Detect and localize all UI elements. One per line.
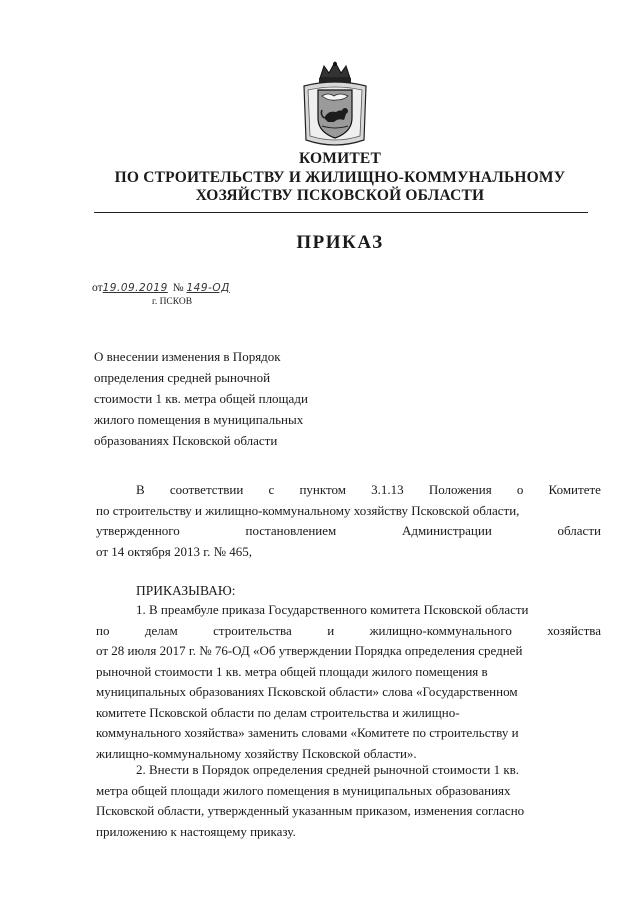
preamble-line-1 (96, 480, 601, 501)
org-name-line-3: ХОЗЯЙСТВУ ПСКОВСКОЙ ОБЛАСТИ (195, 187, 485, 204)
word: области (557, 523, 601, 538)
city-label: г. ПСКОВ (152, 297, 193, 307)
number-label: № (172, 282, 184, 294)
subject-line: определения средней рыночной (94, 370, 271, 385)
preamble-paragraph (96, 480, 601, 562)
word: соответствии (169, 482, 244, 497)
order-item-2-line: 2. Внести в Порядок определения средней рыночной стоимости 1 кв. (136, 762, 520, 777)
order-item-1-line (96, 621, 601, 642)
date-prefix: от (92, 282, 103, 294)
word: утвержденного (96, 523, 180, 538)
order-item-1-line: комитете Псковской области по делам строительства и жилищно- (96, 704, 460, 720)
subject-line: О внесении изменения в Порядок (94, 349, 281, 364)
order-item-2-line: метра общей площади жилого помещения в муниципальных образованиях (96, 782, 511, 798)
preamble-line-2: по строительству и жилищно-коммунальному хозяйству Псковской области, (96, 502, 520, 518)
document-type-title: ПРИКАЗ (296, 232, 384, 253)
date-number-line (92, 282, 234, 294)
word: Администрации (401, 523, 492, 538)
word: Положения (428, 482, 492, 497)
order-item-1-line: жилищно-коммунальному хозяйству Псковской области». (96, 745, 417, 761)
order-item-2-line: Псковской области, утвержденный указанным приказом, изменения согласно (96, 803, 525, 818)
subject-block (94, 346, 354, 451)
org-name-line-1: КОМИТЕТ (298, 150, 381, 167)
word: о (516, 482, 524, 497)
word: делам (144, 622, 178, 638)
preamble-line-3 (96, 521, 601, 542)
order-item-1-line: 1. В преамбуле приказа Государственного комитета Псковской области (136, 602, 529, 617)
word: строительства (213, 622, 292, 638)
order-item-1-line: муниципальных образованиях Псковской области» слова «Государственном (96, 684, 518, 699)
subject-line: жилого помещения в муниципальных (94, 412, 304, 427)
header-divider (94, 212, 588, 213)
word: пунктом (299, 482, 346, 497)
word: жилищно-коммунального (369, 622, 512, 638)
word: и (327, 622, 335, 638)
word: Комитете (548, 482, 601, 497)
word: хозяйства (547, 622, 601, 638)
order-item-1-line: от 28 июля 2017 г. № 76-ОД «Об утверждении Порядка определения средней (96, 643, 523, 658)
word: В (136, 482, 145, 497)
handwritten-date: 19.09.2019 (102, 282, 168, 294)
subject-line: стоимости 1 кв. метра общей площади (94, 391, 308, 406)
word: с (268, 482, 275, 497)
pskov-coat-of-arms-icon (298, 60, 372, 152)
order-item-1 (96, 600, 601, 764)
order-item-2-line: приложению к настоящему приказу. (96, 823, 296, 839)
order-item-2 (96, 760, 601, 842)
subject-line: образованиях Псковской области (94, 433, 278, 448)
order-item-1-line: рыночной стоимости 1 кв. метра общей площади жилого помещения в (96, 663, 488, 679)
order-word: ПРИКАЗЫВАЮ: (136, 583, 236, 598)
word: 3.1.13 (371, 482, 404, 497)
handwritten-number: 149-ОД (186, 282, 230, 294)
word: постановлением (245, 523, 337, 538)
preamble-line-4: от 14 октября 2013 г. № 465, (96, 543, 253, 559)
order-item-1-line: коммунального хозяйства» заменить словами «Комитете по строительству и (96, 725, 519, 740)
org-name-line-2: ПО СТРОИТЕЛЬСТВУ И ЖИЛИЩНО-КОММУНАЛЬНОМУ (114, 169, 566, 186)
word: по (96, 622, 110, 638)
